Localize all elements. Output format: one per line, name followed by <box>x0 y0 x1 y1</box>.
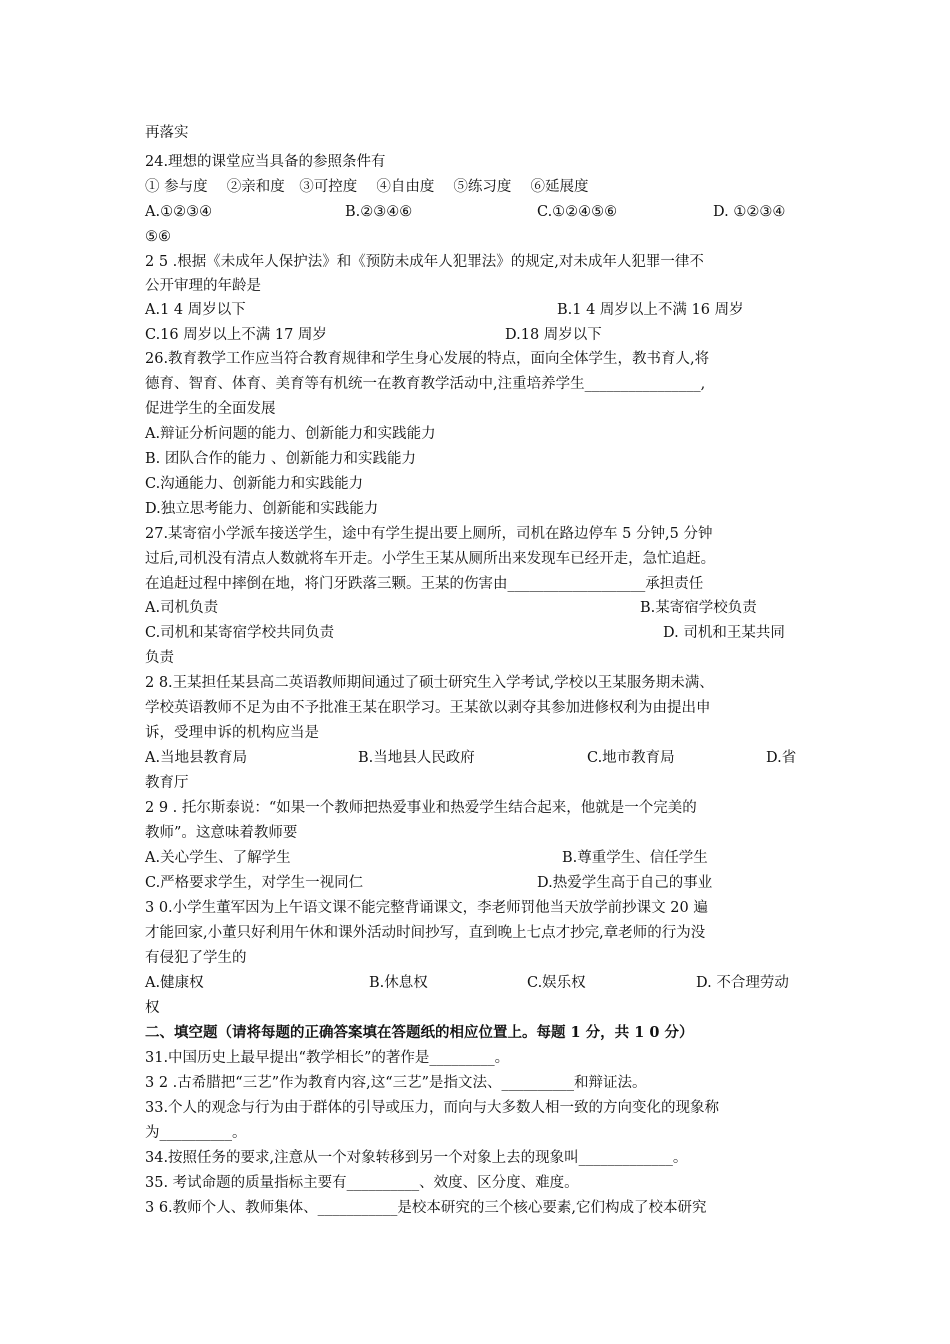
text-line: 学校英语教师不足为由不予批准王某在职学习。王某欲以剥夺其参加进修权利为由提出申 <box>145 700 711 716</box>
text-line: 2 8.王某担任某县高二英语教师期间通过了硕士研究生入学考试,学校以王某服务期未满、 <box>145 675 714 691</box>
text-line: 33.个人的观念与行为由于群体的引导或压力，而向与大多数人相一致的方向变化的现象称 <box>145 1100 720 1116</box>
text-line <box>145 971 810 995</box>
text-line: 3 2 .古希腊把“三艺”作为教育内容,这“三艺”是指文法、__________和辩证法。 <box>145 1075 647 1091</box>
text-line <box>145 871 810 895</box>
text-line: 负责 <box>145 650 174 666</box>
text-line: ① 参与度 ②亲和度 ③可控度 ④自由度 ⑤练习度 ⑥延展度 <box>145 179 589 195</box>
option-text: C.严格要求学生，对学生一视同仁 <box>145 875 364 891</box>
option-text: A.关心学生、了解学生 <box>145 850 291 866</box>
text-line: 教育厅 <box>145 775 189 791</box>
text-line: 35. 考试命题的质量指标主要有__________、效度、区分度、难度。 <box>145 1175 579 1191</box>
option-text: B.某寄宿学校负责 <box>640 600 757 616</box>
text-line: 3 6.教师个人、教师集体、___________是校本研究的三个核心要素,它们构成了校本研究 <box>145 1200 707 1216</box>
text-line <box>145 323 810 347</box>
option-text: C.地市教育局 <box>587 750 675 766</box>
option-text: B.休息权 <box>369 975 428 991</box>
text-line: 2 9 . 托尔斯泰说：“如果一个教师把热爱事业和热爱学生结合起来，他就是一个完美的 <box>145 800 697 816</box>
text-line: 27.某寄宿小学派车接送学生，途中有学生提出要上厕所，司机在路边停车 5 分钟,5 分钟 <box>145 526 713 542</box>
text-line: 26.教育教学工作应当符合教育规律和学生身心发展的特点，面向全体学生，教书育人,将 <box>145 351 710 367</box>
text-line: 诉，受理申诉的机构应当是 <box>145 725 319 741</box>
text-line: 有侵犯了学生的 <box>145 950 247 966</box>
option-text: A.1 4 周岁以下 <box>145 302 246 318</box>
option-text: D.省 <box>766 750 797 766</box>
text-line: 31.中国历史上最早提出“教学相长”的著作是_________。 <box>145 1050 510 1066</box>
option-text: D.18 周岁以下 <box>505 327 602 343</box>
text-line: 才能回家,小董只好利用午休和课外活动时间抄写，直到晚上七点才抄完,章老师的行为没 <box>145 925 706 941</box>
text-line: 2 5 .根据《未成年人保护法》和《预防未成年人犯罪法》的规定,对未成年人犯罪一律不 <box>145 254 704 270</box>
text-line <box>145 621 810 645</box>
text-line: 24.理想的课堂应当具备的参照条件有 <box>145 154 386 170</box>
option-text: A.司机负责 <box>145 600 219 616</box>
option-text: C.司机和某寄宿学校共同负责 <box>145 625 335 641</box>
text-line: 促进学生的全面发展 <box>145 401 276 417</box>
option-text: C.娱乐权 <box>527 975 586 991</box>
option-text: D. 司机和王某共同 <box>663 625 785 641</box>
option-text: B.当地县人民政府 <box>358 750 475 766</box>
option-text: D.热爱学生高于自己的事业 <box>537 875 713 891</box>
text-line: ⑤⑥ <box>145 229 171 245</box>
option-text: D. ①②③④ <box>713 204 786 220</box>
text-line: 公开审理的年龄是 <box>145 278 261 294</box>
option-text: A.当地县教育局 <box>145 750 248 766</box>
option-text: D. 不合理劳动 <box>696 975 789 991</box>
option-text: C.①②④⑤⑥ <box>537 204 618 220</box>
option-text: A.健康权 <box>145 975 204 991</box>
text-line <box>145 846 810 870</box>
text-line: 在追赶过程中摔倒在地，将门牙跌落三颗。王某的伤害由___________________承担责任 <box>145 576 704 592</box>
option-text: C.16 周岁以上不满 17 周岁 <box>145 327 327 343</box>
text-line: C.沟通能力、创新能力和实践能力 <box>145 476 364 492</box>
text-line <box>145 596 810 620</box>
option-text: B.②③④⑥ <box>345 204 413 220</box>
text-line: 德育、智育、体育、美育等有机统一在教育教学活动中,注重培养学生________________, <box>145 376 706 392</box>
text-line: 权 <box>145 1000 160 1016</box>
section-heading: 二、填空题（请将每题的正确答案填在答题纸的相应位置上。每题 1 分，共 1 0 分） <box>145 1024 694 1041</box>
text-line <box>145 746 810 770</box>
text-line: 为__________。 <box>145 1125 247 1141</box>
text-line: 再落实 <box>145 125 189 141</box>
text-line <box>145 298 810 322</box>
option-text: A.①②③④ <box>145 204 213 220</box>
text-line: 教师”。这意味着教师要 <box>145 825 298 841</box>
text-line <box>145 200 810 224</box>
text-line: 过后,司机没有清点人数就将车开走。小学生王某从厕所出来发现车已经开走，急忙追赶。 <box>145 551 716 567</box>
text-line: 3 0.小学生董军因为上午语文课不能完整背诵课文，李老师罚他当天放学前抄课文 20 遍 <box>145 900 708 916</box>
option-text: B.1 4 周岁以上不满 16 周岁 <box>557 302 744 318</box>
option-text: B.尊重学生、信任学生 <box>562 850 708 866</box>
text-line: B. 团队合作的能力 、创新能力和实践能力 <box>145 451 416 467</box>
text-line: A.辩证分析问题的能力、创新能力和实践能力 <box>145 426 436 442</box>
text-line: 34.按照任务的要求,注意从一个对象转移到另一个对象上去的现象叫_____________。 <box>145 1150 688 1166</box>
text-line: D.独立思考能力、创新能和实践能力 <box>145 501 379 517</box>
